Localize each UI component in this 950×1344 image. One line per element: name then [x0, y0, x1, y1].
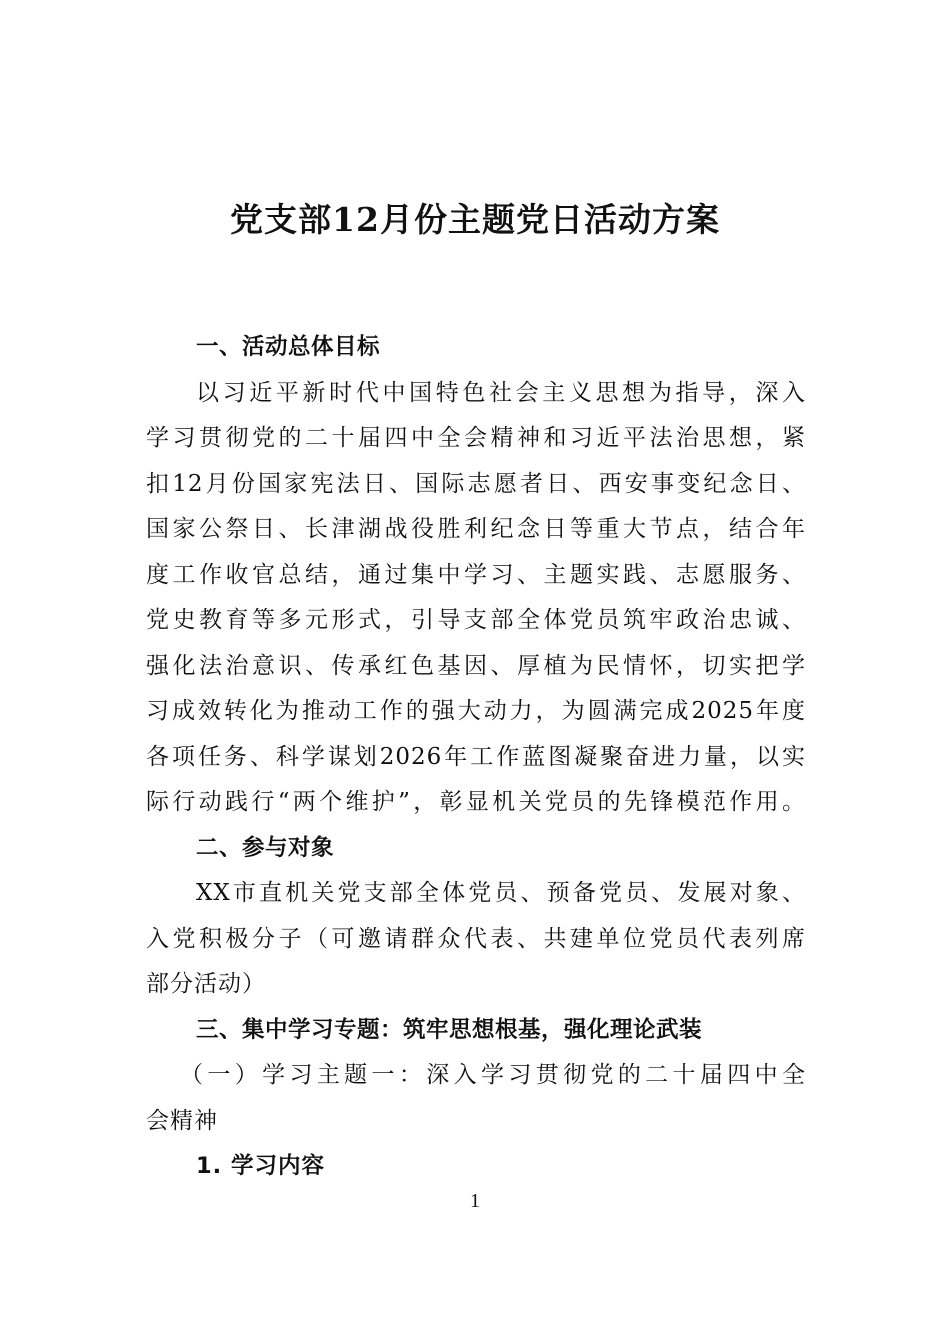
section-heading-study: 三、集中学习专题：筑牢思想根基，强化理论武装 — [196, 1016, 703, 1043]
paragraph-line: 际行动践行“两个维护”，彰显机关党员的先锋模范作用。 — [146, 789, 806, 815]
paragraph-line: 强化法治意识、传承红色基因、厚植为民情怀，切实把学 — [146, 652, 806, 679]
paragraph-line: 习成效转化为推动工作的强大动力，为圆满完成2025年度 — [146, 698, 806, 724]
sub-heading-line: 会精神 — [146, 1107, 218, 1134]
paragraph-line: 度工作收官总结，通过集中学习、主题实践、志愿服务、 — [146, 561, 806, 588]
paragraph-line: 入党积极分子（可邀请群众代表、共建单位党员代表列席 — [146, 925, 806, 952]
document-title: 党支部12月份主题党日活动方案 — [230, 200, 720, 239]
paragraph-line: 党史教育等多元形式，引导支部全体党员筑牢政治忠诚、 — [146, 607, 806, 633]
section-heading-objective: 一、活动总体目标 — [196, 334, 381, 360]
section-heading-participants: 二、参与对象 — [196, 834, 335, 861]
paragraph-line: XX市直机关党支部全体党员、预备党员、发展对象、 — [196, 880, 806, 906]
paragraph-line: 国家公祭日、长津湖战役胜利纪念日等重大节点，结合年 — [146, 516, 806, 542]
page-number: 1 — [470, 1190, 480, 1212]
item-heading-study-content: 1. 学习内容 — [196, 1153, 326, 1179]
document-body — [146, 325, 806, 1190]
paragraph-line: 各项任务、科学谋划2026年工作蓝图凝聚奋进力量，以实 — [146, 743, 806, 770]
sub-heading-line: （一）学习主题一：深入学习贯彻党的二十届四中全 — [180, 1062, 806, 1088]
paragraph-line: 学习贯彻党的二十届四中全会精神和习近平法治思想，紧 — [146, 425, 806, 451]
paragraph-line: 扣12月份国家宪法日、国际志愿者日、西安事变纪念日、 — [146, 470, 806, 497]
paragraph-line: 以习近平新时代中国特色社会主义思想为指导，深入 — [196, 379, 806, 406]
paragraph-line: 部分活动） — [146, 971, 266, 997]
